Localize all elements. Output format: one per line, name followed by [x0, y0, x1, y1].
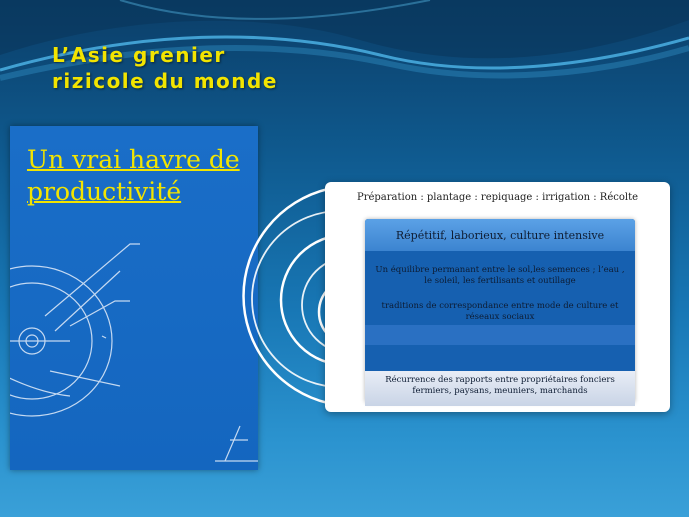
slide-title: L’Asie grenier rizicole du monde	[52, 43, 278, 93]
slide-subtitle: Un vrai havre de productivité	[27, 145, 240, 206]
outer-process-label: Préparation : plantage : repiquage : irrigation : Récolte	[356, 192, 639, 203]
level4-text: Récurrence des rapports entre propriétaires fonciers fermiers, paysans, meuniers, marchands	[385, 375, 615, 396]
inner-panel	[365, 219, 635, 403]
level4-band	[365, 371, 635, 406]
level3-text: traditions de correspondance entre mode de culture et réseaux sociaux	[381, 301, 619, 322]
level2-text: Un équilibre permanant entre le sol,les semences ; l’eau , le soleil, les fertilisants et outillage	[375, 265, 625, 286]
blueprint-panel	[10, 126, 258, 470]
diagram-card	[325, 182, 670, 412]
level3-band	[365, 325, 635, 345]
level1-header: Répétitif, laborieux, culture intensive	[365, 219, 635, 251]
